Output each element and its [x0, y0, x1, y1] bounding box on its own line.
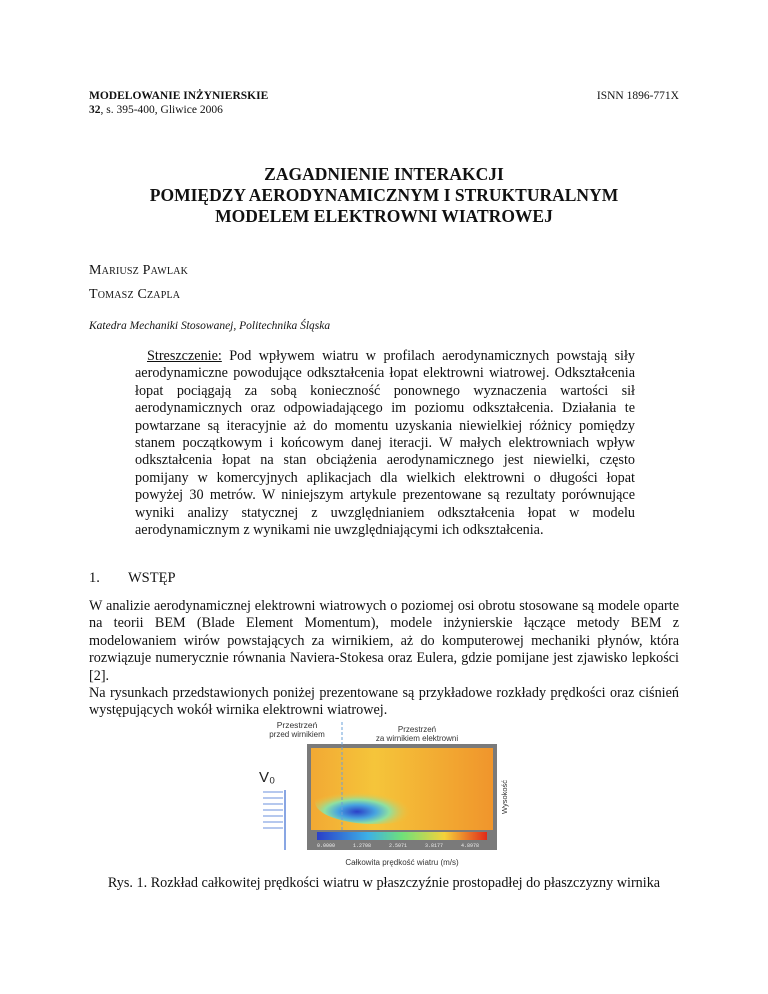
colorbar	[317, 832, 487, 840]
journal-pages: , s. 395-400, Gliwice 2006	[100, 104, 223, 116]
label-before-2: przed wirnikiem	[269, 730, 325, 739]
colorbar-tick-3: 3.8177	[425, 843, 444, 849]
v0-label: V₀	[259, 769, 276, 786]
journal-header	[89, 89, 268, 117]
colorbar-tick-4: 4.8978	[461, 843, 480, 849]
author-2: Tomasz Czapla	[89, 287, 181, 302]
label-after-2: za wirnikiem elektrowni	[375, 734, 459, 743]
journal-volume-line	[89, 103, 268, 117]
label-before-1: Przestrzeń	[276, 722, 318, 730]
label-after-1: Przestrzeń	[397, 725, 437, 734]
colorbar-tick-2: 2.5071	[389, 843, 408, 849]
abstract-text: Pod wpływem wiatru w profilach aerodynamicznych powstają siły aerodynamiczne powodujące odkształcenia łopat elektrowni wiatrowej. Odkształcenia łopat pociągają za sobą konieczność ponownego wyznaczenia wartości sił aerodynamicznych oraz odpowiadającego im poziomu odkształcenia. Działania te powtarzane są iteracyjnie aż do momentu uzyskania niewielkiej różnicy pomiędzy stanem początkowym i końcowym danej iteracji. W małych elektrowniach wpływ odkształcenia łopat na stan obciążenia aerodynamicznego jest niewielki, często pomijany w komercyjnych aplikacjach dla wielkich elektrowni o długości łopat powyżej 30 metrów. W niniejszym artykule prezentowane są rezultaty porównujące wyniki analizy statycznej z uwzględnianiem odkształcenia łopat w modelu aerodynamicznym z wynikami nie uwzględniającymi ich odkształcenia.	[135, 348, 635, 539]
colorbar-tick-0: 0.0000	[317, 843, 336, 849]
title-line-1: ZAGADNIENIE INTERAKCJI	[264, 164, 504, 184]
figure-caption	[0, 875, 768, 892]
colorbar-label: Całkowita prędkość wiatru (m/s)	[345, 858, 459, 867]
author-1: Mariusz Pawlak	[89, 263, 189, 278]
figure-svg	[245, 722, 535, 870]
abstract-lead: Streszczenie:	[147, 348, 222, 364]
title-line-2: POMIĘDZY AERODYNAMICZNYM I STRUKTURALNYM	[149, 185, 619, 205]
abstract	[135, 348, 635, 539]
affiliation: Katedra Mechaniki Stosowanej, Politechnika Śląska	[89, 320, 331, 332]
section-number: 1.	[89, 570, 100, 586]
height-label: Wysokość	[500, 779, 509, 815]
paragraph-2: Na rysunkach przedstawionych poniżej prezentowane są przykładowe rozkłady prędkości oraz ciśnień występujących wokół wirnika elektrowni wiatrowej.	[89, 685, 679, 719]
title-line-3: MODELEM ELEKTROWNI WIATROWEJ	[215, 206, 553, 226]
wake-region	[315, 780, 435, 824]
issn: ISNN 1896-771X	[596, 90, 679, 102]
figure-velocity-field	[245, 722, 535, 870]
paragraph-1: W analizie aerodynamicznej elektrowni wiatrowych o poziomej osi obrotu stosowane są modele oparte na teorii BEM (Blade Element Momentum), modele inżynierskie łączące metody BEM z modelowaniem wirów powstających za wirnikiem, aż do komputerowej mechaniki płynów, która rozwiązuje numerycznie równania Naviera-Stokesa oraz Eulera, gdzie pomijane jest zjawisko lepkości [2].	[89, 598, 679, 684]
section-title: WSTĘP	[128, 570, 176, 586]
colorbar-tick-1: 1.2708	[353, 843, 372, 849]
inflow-arrows	[263, 792, 283, 828]
caption-text: Rys. 1. Rozkład całkowitej prędkości wiatru w płaszczyźnie prostopadłej do płaszczyzny wirnika	[107, 875, 661, 891]
paper-title	[0, 164, 768, 227]
journal-volume: 32	[89, 104, 101, 116]
journal-name: MODELOWANIE INŻYNIERSKIE	[89, 90, 269, 102]
